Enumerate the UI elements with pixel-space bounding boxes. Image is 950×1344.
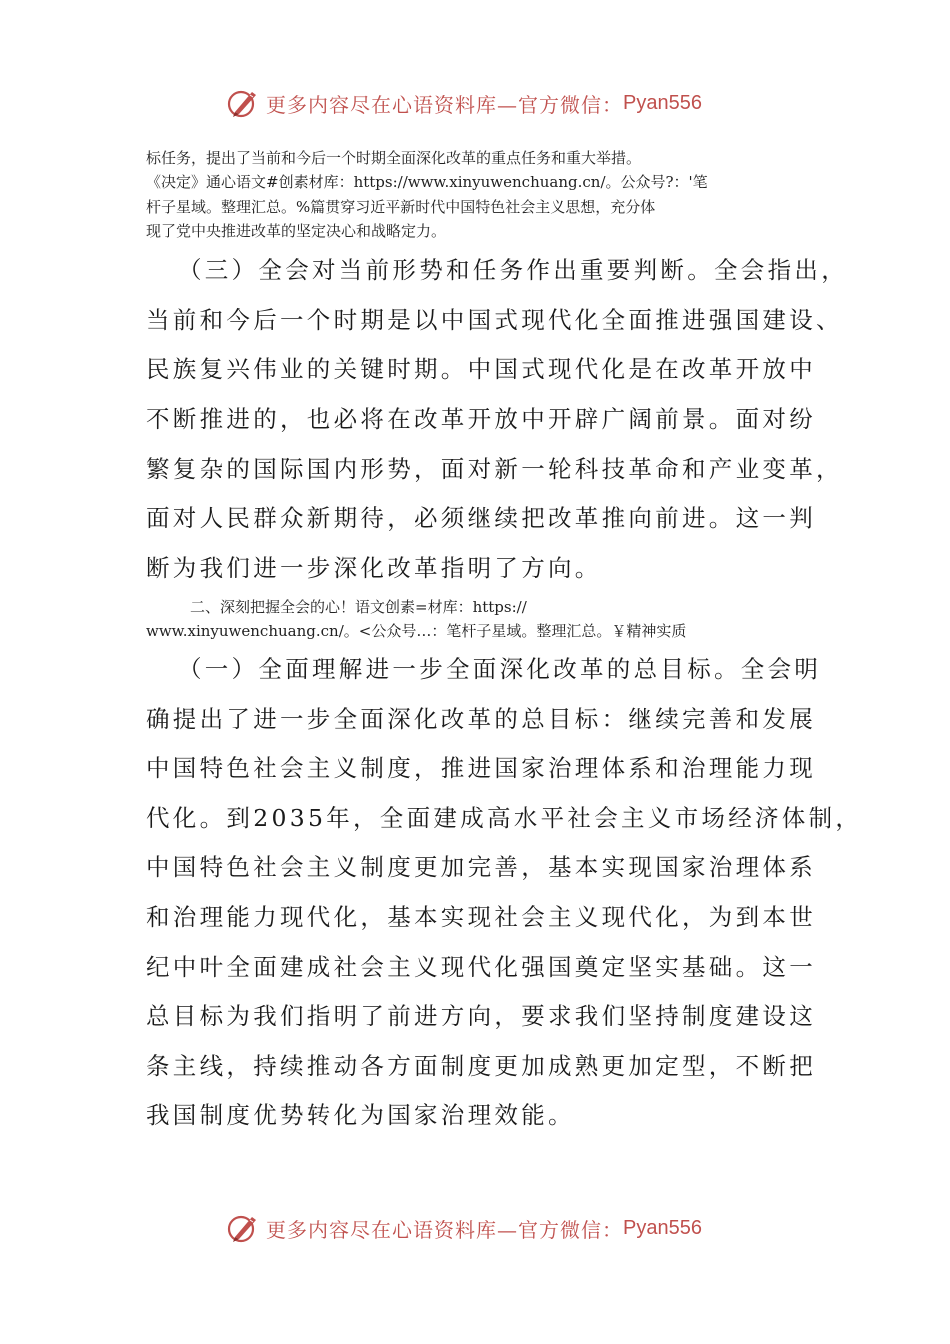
- footer-watermark: [226, 1211, 702, 1245]
- text-line: 我国制度优势转化为国家治理效能。: [146, 1101, 575, 1129]
- text-line: 杆子星域。整理汇总。%篇贯穿习近平新时代中国特色社会主义思想，充分体: [146, 198, 656, 216]
- watermark-text: 更多内容尽在心语资料库—官方微信：: [266, 1217, 623, 1242]
- text-line: 和治理能力现代化，基本实现社会主义现代化，为到本世: [146, 903, 816, 931]
- text-line: 不断推进的，也必将在改革开放中开辟广阔前景。面对纷: [146, 405, 816, 433]
- text-line: 中国特色社会主义制度更加完善，基本实现国家治理体系: [146, 853, 816, 881]
- text-line: 当前和今后一个时期是以中国式现代化全面推进强国建设、: [146, 306, 843, 334]
- text-line: （三）全会对当前形势和任务作出重要判断。全会指出，: [178, 256, 848, 284]
- watermark-text: 更多内容尽在心语资料库—官方微信：: [266, 92, 623, 117]
- pen-circle-logo-icon: [226, 86, 260, 120]
- text-line: 标任务，提出了当前和今后一个时期全面深化改革的重点任务和重大举措。: [146, 149, 642, 167]
- pen-circle-logo-icon: [226, 1211, 260, 1245]
- text-line: 断为我们进一步深化改革指明了方向。: [146, 554, 602, 582]
- watermark-handle: Pyan556: [623, 91, 702, 114]
- section-heading-line: 二、深刻把握全会的心！语文创素=材库：https://: [190, 598, 527, 616]
- text-line: 面对人民群众新期待，必须继续把改革推向前进。这一判: [146, 504, 816, 532]
- text-line: 总目标为我们指明了前进方向，要求我们坚持制度建设这: [146, 1002, 816, 1030]
- text-line: 繁复杂的国际国内形势，面对新一轮科技革命和产业变革，: [146, 455, 843, 483]
- text-line: 确提出了进一步全面深化改革的总目标：继续完善和发展: [146, 705, 816, 733]
- text-line: 《决定》通心语文#创素材库：https://www.xinyuwenchuang.cn/。公众号?：'笔: [146, 173, 708, 191]
- text-line: www.xinyuwenchuang.cn/。<公众号…：笔杆子星域。整理汇总。￥精神实质: [146, 622, 687, 640]
- text-line: 中国特色社会主义制度，推进国家治理体系和治理能力现: [146, 754, 816, 782]
- text-line: 条主线，持续推动各方面制度更加成熟更加定型，不断把: [146, 1052, 816, 1080]
- watermark-handle: Pyan556: [623, 1216, 702, 1239]
- text-line: （一）全面理解进一步全面深化改革的总目标。全会明: [178, 655, 822, 683]
- text-line: 现了党中央推进改革的坚定决心和战略定力。: [146, 222, 447, 240]
- text-line: 纪中叶全面建成社会主义现代化强国奠定坚实基础。这一: [146, 953, 816, 981]
- text-line: 代化。到2035年，全面建成高水平社会主义市场经济体制，: [146, 804, 863, 832]
- header-watermark: [226, 86, 702, 120]
- text-line: 民族复兴伟业的关键时期。中国式现代化是在改革开放中: [146, 355, 816, 383]
